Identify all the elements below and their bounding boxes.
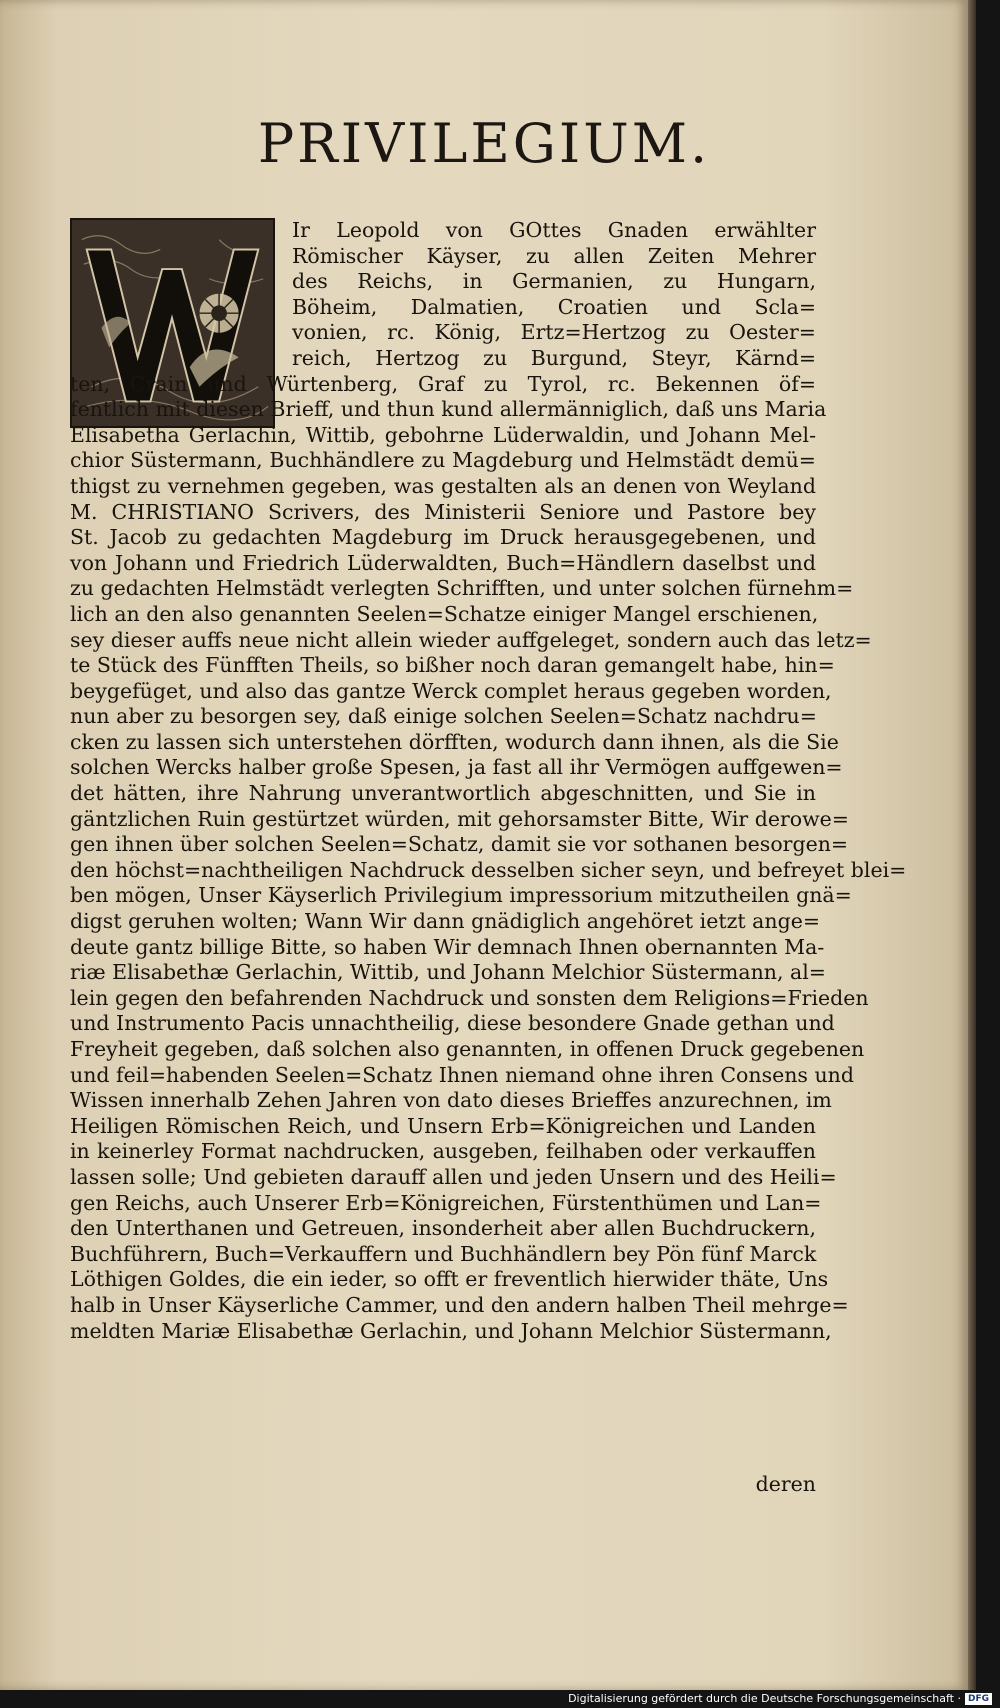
text-line: ben mögen, Unser Käyserlich Privilegium impressorium mitzutheilen gnä=: [70, 883, 852, 908]
text-line: zu gedachten Helmstädt verlegten Schrifften, und unter solchen fürnehm=: [70, 576, 854, 601]
text-line: det hätten, ihre Nahrung unverantwortlich abgeschnitten, und Sie in: [70, 781, 816, 806]
text-line: cken zu lassen sich unterstehen dörfften, wodurch dann ihnen, als die Sie: [70, 729, 839, 754]
text-line: thigst zu vernehmen gegeben, was gestalten als an denen von Weyland: [70, 473, 816, 498]
text-line: solchen Wercks halber große Spesen, ja fast all ihr Vermögen auffgewen=: [70, 755, 843, 780]
text-line: in keinerley Format nachdrucken, ausgeben, feilhaben oder verkauffen: [70, 1139, 816, 1164]
digitization-footer: [568, 1692, 992, 1705]
text-line: und feil=habenden Seelen=Schatz Ihnen niemand ohne ihren Consens und: [70, 1062, 854, 1087]
text-line: deute gantz billige Bitte, so haben Wir demnach Ihnen obernannten Ma-: [70, 934, 825, 959]
text-line: Löthigen Goldes, die ein ieder, so offt er freventlich hierwider thäte, Uns: [70, 1267, 829, 1292]
text-line: gen ihnen über solchen Seelen=Schatz, damit sie vor sothanen besorgen=: [70, 832, 849, 857]
text-line: Freyheit gegeben, daß solchen also genannten, in offenen Druck gegebenen: [70, 1037, 865, 1061]
catchword: deren: [755, 1472, 816, 1496]
text-line: den Unterthanen und Getreuen, insonderheit aber allen Buchdruckern,: [70, 1216, 816, 1241]
text-line: nun aber zu besorgen sey, daß einige solchen Seelen=Schatz nachdru=: [70, 704, 817, 729]
text-line: Römischer Käyser, zu allen Zeiten Mehrer: [292, 243, 816, 268]
text-line: sey dieser auffs neue nicht allein wieder auffgeleget, sondern auch das letz=: [70, 627, 872, 652]
text-line: Wissen innerhalb Zehen Jahren von dato dieses Brieffes anzurechnen, im: [70, 1088, 832, 1113]
text-line: Heiligen Römischen Reich, und Unsern Erb=Königreichen und Landen: [70, 1113, 816, 1138]
text-line: ten, Crain und Würtenberg, Graf zu Tyrol, rc. Bekennen öf=: [70, 371, 816, 396]
text-line: meldten Mariæ Elisabethæ Gerlachin, und Johann Melchior Süstermann,: [70, 1318, 832, 1343]
text-line: des Reichs, in Germanien, zu Hungarn,: [292, 269, 816, 294]
text-line: reich, Hertzog zu Burgund, Steyr, Kärnd=: [292, 345, 816, 370]
text-line: Ir Leopold von GOttes Gnaden erwählter: [292, 218, 816, 242]
text-line: lassen solle; Und gebieten darauff allen und jeden Unsern und des Heili=: [70, 1164, 837, 1189]
dfg-logo: DFG: [965, 1693, 992, 1705]
text-line: St. Jacob zu gedachten Magdeburg im Druck herausgegebenen, und: [70, 525, 816, 550]
text-line: von Johann und Friedrich Lüderwaldten, Buch=Händlern daselbst und: [70, 550, 816, 575]
text-line: gen Reichs, auch Unserer Erb=Königreichen, Fürstenthümen und Lan=: [70, 1190, 822, 1215]
text-line: M. CHRISTIANO Scrivers, des Ministerii Seniore und Pastore bey: [70, 499, 816, 524]
text-line: chior Süstermann, Buchhändlere zu Magdeburg und Helmstädt demü=: [70, 448, 816, 473]
privilege-text: [70, 218, 907, 1344]
text-line: halb in Unser Käyserliche Cammer, und den andern halben Theil mehrge=: [70, 1292, 849, 1317]
text-line: Buchführern, Buch=Verkauffern und Buchhändlern bey Pön fünf Marck: [70, 1241, 817, 1266]
page-title: PRIVILEGIUM.: [257, 112, 711, 175]
text-line: vonien, rc. König, Ertz=Hertzog zu Oester=: [292, 320, 816, 345]
text-line: beygefüget, und also das gantze Werck complet heraus gegeben worden,: [70, 678, 832, 703]
text-line: lich an den also genannten Seelen=Schatze einiger Mangel erschienen,: [70, 601, 819, 626]
text-line: Elisabetha Gerlachin, Wittib, gebohrne Lüderwaldin, und Johann Mel-: [70, 422, 816, 447]
text-line: den höchst=nachtheiligen Nachdruck desselben sicher seyn, und befreyet blei=: [70, 857, 907, 882]
text-line: und Instrumento Pacis unnachtheilig, diese besondere Gnade gethan und: [70, 1011, 835, 1036]
text-line: lein gegen den befahrenden Nachdruck und sonsten dem Religions=Frieden: [70, 985, 869, 1010]
text-line: fentlich mit diesen Brieff, und thun kund allermänniglich, daß uns Maria: [70, 397, 827, 422]
text-line: riæ Elisabethæ Gerlachin, Wittib, und Johann Melchior Süstermann, al=: [70, 960, 826, 985]
text-line: te Stück des Fünfften Theils, so bißher noch daran gemangelt habe, hin=: [70, 653, 835, 678]
text-line: Böheim, Dalmatien, Croatien und Scla=: [292, 294, 816, 319]
text-line: digst geruhen wolten; Wann Wir dann gnädiglich angehöret ietzt ange=: [70, 909, 821, 934]
funding-note: Digitalisierung gefördert durch die Deutsche Forschungsgemeinschaft ·: [568, 1692, 961, 1705]
text-line: gäntzlichen Ruin gestürtzet würden, mit gehorsamster Bitte, Wir derowe=: [70, 806, 849, 831]
